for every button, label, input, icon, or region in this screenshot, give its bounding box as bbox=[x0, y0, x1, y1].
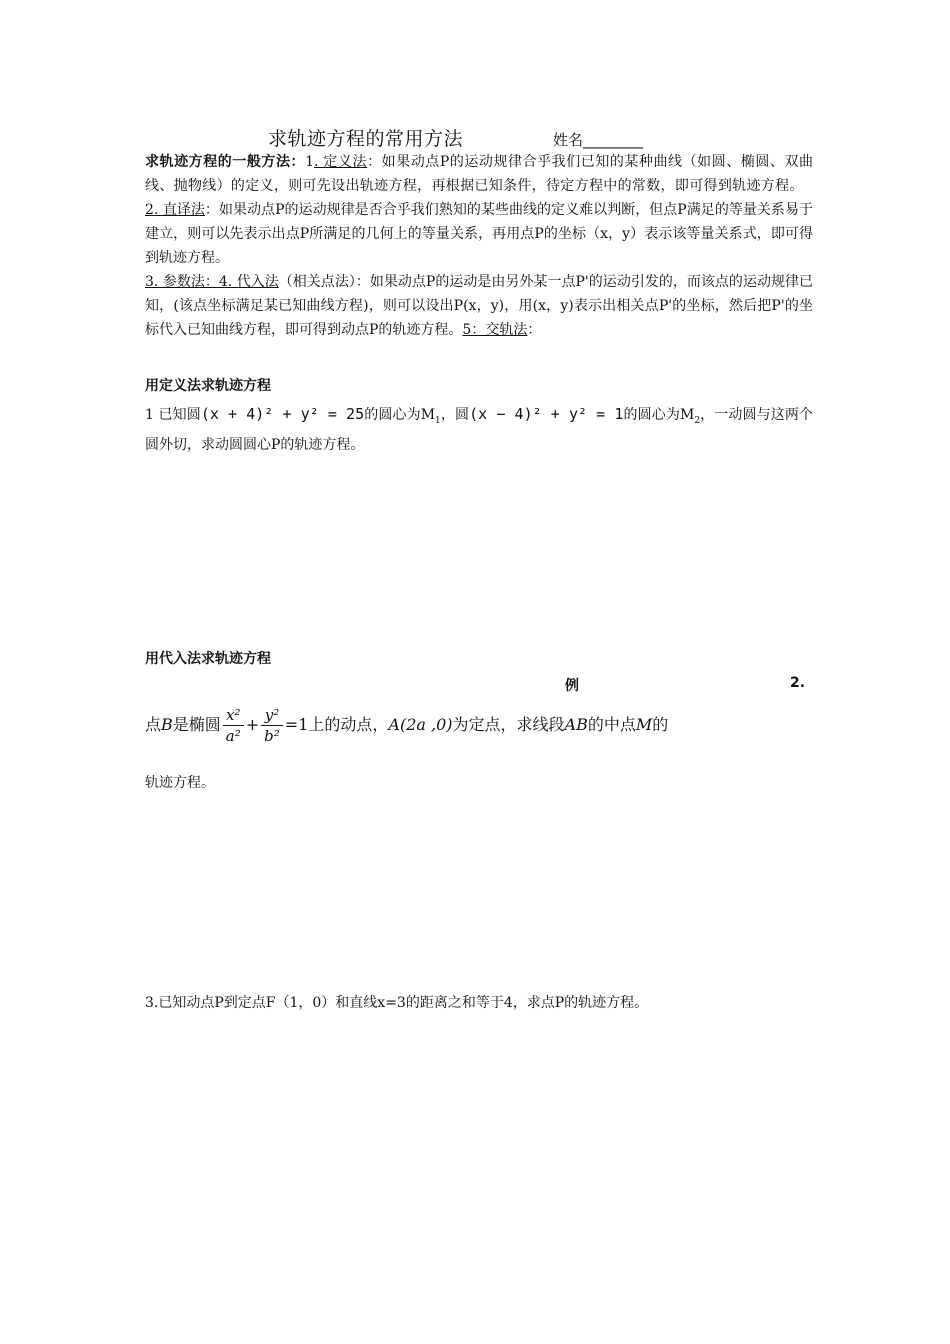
q1-text-b: ，圆 bbox=[440, 407, 470, 423]
section2-heading: 用代入法求轨迹方程 bbox=[145, 651, 271, 667]
point-b: B bbox=[161, 715, 173, 734]
method1-text: ：如果动点P的运动规律合乎我们已知的某种曲线（如圆、椭圆、双曲线、抛物线）的定义，则可先设出轨迹方程，再根据已知条件，待定方程中的常数，即可得到轨迹方程。 bbox=[145, 154, 814, 194]
name-field-label: 姓名________ bbox=[553, 131, 644, 149]
page-title: 求轨迹方程的常用方法 bbox=[268, 128, 464, 150]
question2-line1 bbox=[145, 705, 668, 746]
example-number: 2. bbox=[790, 675, 806, 691]
method4-name: 4. 代入法 bbox=[218, 274, 279, 290]
intro-lead: 求轨迹方程的一般方法： bbox=[145, 154, 306, 170]
point-a: A(2a ,0) bbox=[388, 715, 453, 734]
method5-tail: ： bbox=[527, 322, 542, 338]
question2-line2: 轨迹方程。 bbox=[145, 775, 215, 791]
example-label: 例 bbox=[565, 678, 579, 694]
question1 bbox=[145, 402, 813, 457]
q1-sub1: 1 bbox=[435, 415, 441, 426]
q1-sub2: 2 bbox=[694, 415, 701, 426]
q2-text-c: 上的动点， bbox=[308, 715, 389, 734]
plus-sign: + bbox=[245, 715, 260, 734]
q2-text-a: 点 bbox=[145, 715, 162, 734]
q1-text-d: ，一动圆与这两个圆外切，求动圆圆心P的轨迹方程。 bbox=[145, 407, 814, 453]
method4-text: （相关点法）：如果动点P的运动是由另外某一点P'的运动引发的，而该点的运动规律已知，(该点坐标满足某已知曲线方程)，则可以设出P(x，y)，用(x，y)表示出相关点P'的坐标，然后把P'的坐标代入已知曲线方程，即可得到动点P的轨迹方程。 bbox=[145, 274, 814, 338]
intro-paragraph bbox=[145, 150, 813, 342]
q2-text-d: 为定点，求线段 bbox=[452, 715, 565, 734]
q2-text-b: 是椭圆 bbox=[172, 715, 221, 734]
section1-heading: 用定义法求轨迹方程 bbox=[145, 378, 271, 394]
fraction-y bbox=[261, 705, 283, 746]
circle2-equation: (x − 4)² + y² = 1 bbox=[469, 405, 624, 423]
method5-name: 5：交轨法 bbox=[462, 322, 528, 338]
method2-name: 2. 直译法 bbox=[145, 202, 205, 218]
fraction-x-denominator: a² bbox=[225, 727, 241, 745]
question3: 3.已知动点P到定点F（1，0）和直线x=3的距离之和等于4，求点P的轨迹方程。 bbox=[145, 995, 649, 1011]
q1-text-c: 的圆心为M bbox=[623, 407, 695, 423]
segment-ab: AB bbox=[564, 715, 588, 734]
q2-text-f: 的 bbox=[652, 715, 669, 734]
method2-text: ：如果动点P的运动规律是否合乎我们熟知的某些曲线的定义难以判断，但点P满足的等量关系易于建立，则可以先表示出点P所满足的几何上的等量关系，再用点P的坐标（x，y）表示该等量关系式，即可得到轨迹方程。 bbox=[145, 202, 813, 266]
method3-name: 3. 参数法： bbox=[145, 274, 219, 290]
method1-number: 1 bbox=[305, 154, 314, 170]
fraction-y-numerator: y² bbox=[261, 705, 283, 726]
method1-name: . 定义法 bbox=[313, 154, 368, 170]
point-m: M bbox=[635, 715, 653, 734]
fraction-x bbox=[223, 705, 244, 746]
circle1-equation: (x + 4)² + y² = 25 bbox=[200, 405, 365, 423]
fraction-y-denominator: b² bbox=[264, 727, 280, 745]
equals-one: =1 bbox=[284, 715, 309, 734]
q2-text-e: 的中点 bbox=[587, 715, 636, 734]
q1-text-a: 的圆心为M bbox=[364, 407, 436, 423]
fraction-x-numerator: x² bbox=[223, 705, 244, 726]
q1-number: 1 已知圆 bbox=[145, 407, 201, 423]
